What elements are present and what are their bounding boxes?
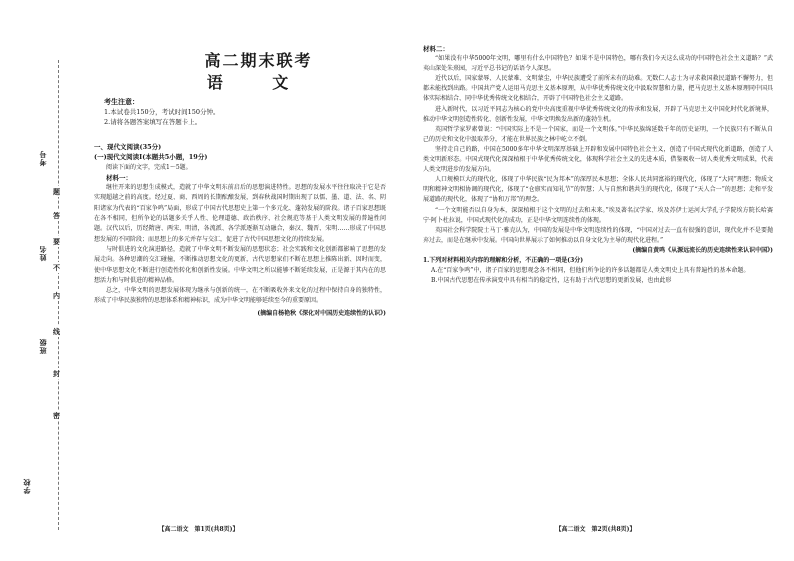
- notice-item: 2.请将各题答案填写在答题卡上。: [104, 118, 202, 126]
- school-label: 学校: [22, 478, 31, 494]
- section-heading: 一、现代文阅读(35分): [94, 143, 162, 151]
- exam-notice: [104, 97, 384, 127]
- paragraph: 坚持走自己的路，中国在5000多年中华文明深厚基础上开辟和发展中国特色社会主义，创造了中国式现代化新道路，创造了人类文明新形态。中国式现代化深深植根于中华优秀传统文化，体现科学社会主义的先进本质，借鉴吸收一切人类优秀文明成果，代表人类文明进步的发展方向。: [423, 145, 773, 174]
- reading-section: [94, 142, 386, 319]
- notice-item: 1.本试卷共150分，考试时间150分钟。: [104, 108, 220, 116]
- paragraph: 与时俱进的文化演进路径，造就了中华文明不断发展的思想状态；社会实践和文化创新都影响了思想的发展走向。各种思潮的交汇碰撞，不断推动思想文化的更新，古代思想家们不断在思想上推陈出新、因时而变，使中华思想文化不断进行创造性转化和创新性发展。中华文明之所以能够不断延续发展，正是源于其内在的思想活力和与时俱进的精神品格。: [94, 245, 386, 284]
- question-option: A.在“百家争鸣”中，诸子百家的思想观念各不相同，但他们所争论的许多话题都是人类文明史上具有普遍性的基本命题。: [431, 267, 750, 275]
- paragraph: 英国社会科学院院士马丁·雅克认为，中国的发展是中华文明连续性的体现，“中国对过去一直有很强的意识，现代化并不是要抛弃过去，而是在继承中发展。中国向世界展示了如何推动以自身文化为主导的现代化进程。”: [423, 226, 773, 244]
- source-citation: (摘编自黄鸣《从源远流长的历史连续性来认识中国》): [632, 246, 773, 254]
- instruction: 阅读下面的文字，完成1～5题。: [106, 163, 192, 171]
- seal-word: 答: [53, 211, 60, 220]
- question: 1.下列对材料相关内容的理解和分析，不正确的一项是(3分): [423, 256, 584, 264]
- subsection-heading: (一)现代文阅读Ⅰ(本题共5小题，19分): [94, 153, 208, 162]
- right-page: [397, 0, 794, 561]
- paragraph: 英国哲学家罗素曾说：“中国实际上不是一个国家，而是一个文明体。”中华民族绵延数千年的历史证明，一个民族只有不断从自己的历史和文化中汲取养分，才能在世界民族之林中屹立不倒。: [423, 125, 773, 143]
- material-label: 材料二：: [423, 45, 449, 53]
- class-label: 班级: [38, 338, 47, 354]
- source-citation: (摘编自杨艳秋《深化对中国历史连续性的认识》): [257, 309, 386, 317]
- page-footer: 【高二语文 第1页(共8页)】: [158, 526, 239, 533]
- material-label: 材料一：: [106, 173, 132, 182]
- seal-word: 题: [53, 187, 60, 196]
- seal-word: 内: [53, 291, 60, 300]
- name-label: 姓名: [38, 245, 47, 261]
- paragraph: 进入新时代，以习近平同志为核心的党中央高度重视中华优秀传统文化的传承和发展，开辟了马克思主义中国化时代化新境界，推动中华文明创造性转化、创新性发展，中华文明焕发出新的蓬勃生机。: [423, 105, 773, 123]
- seal-word: 封: [53, 369, 60, 378]
- seal-word: 线: [53, 327, 60, 336]
- question-option: B.中国古代思想在传承演变中具有相当的稳定性，这有助于古代思想的更新发展，也由此形: [431, 277, 672, 285]
- exam-no-label: 考号: [38, 150, 47, 166]
- seal-word: 密: [53, 411, 60, 420]
- exam-subject: 语 文: [206, 73, 311, 92]
- paragraph: 人口规模巨大的现代化，体现了中华民族“民为邦本”的深厚民本思想；全体人民共同富裕的现代化，体现了“大同”理想；物质文明和精神文明相协调的现代化，体现了“仓廪实而知礼节”的智慧；人与自然和谐共生的现代化，体现了“天人合一”的思想；走和平发展道路的现代化，体现了“协和万邦”的理念。: [423, 176, 773, 204]
- paragraph: “一个文明能否以自身为本，深深植根于这个文明的过去和未来。”埃及著名汉学家、埃及苏伊士运河大学孔子学院埃方院长哈赛宁·阿卜杜拉说，中国式现代化的成功，正是中华文明连续性的体现。: [423, 206, 773, 224]
- notice-heading: 考生注意：: [104, 97, 139, 106]
- exam-title: 高二期末联考: [204, 51, 313, 70]
- paragraph: 继往开来的思想生成模式，造就了中华文明东前启后的思想演进特性。思想的发展水平往往取决于它是否实现超越之前的高度。经过夏、商、西周的长期酝酿发展，到春秋战国时期出现了以儒、墨、道、法、名、阴阳诸家为代表的“百家争鸣”局面，形成了中国古代思想史上第一个多元化、蓬勃发展的阶段。诸子百家思想既在各不相同，但所争论的话题多关乎人性、伦理道德、政治秩序、社会规范等基于人类文明发展的普遍性问题。汉代以后，历经隋唐、两宋、明清，各流派、各学派逐渐互动融合，秦汉、魏晋、宋明……形成了中国思想发展的不同阶段；而思想上的多元并存与交汇，促进了古代中国思想文化的持续发展。: [94, 184, 386, 243]
- page-footer: 【高二语文 第2页(共8页)】: [555, 526, 636, 533]
- reading-section-right: [423, 44, 773, 286]
- seal-word: 不: [53, 263, 60, 272]
- paragraph: 总之，中华文明的思想发展体现为继承与创新的统一，在不断吸收外来文化的过程中保持自身的独特性，形成了中华民族独特的思想体系和精神标识，成为中华文明能够延续至今的重要原因。: [94, 287, 386, 305]
- paragraph: “如果没有中华5000年文明，哪里有什么中国特色？如果不是中国特色，哪有我们今天这么成功的中国特色社会主义道路？”武夷山深处朱熹园，习近平总书记的话语令人深思。: [423, 55, 773, 73]
- paragraph: 近代以后，国家蒙辱、人民蒙难、文明蒙尘，中华民族遭受了前所未有的劫难。无数仁人志士为寻求救国救民道路不懈努力，但都未能找到出路。中国共产党人运用马克思主义基本原理，从中华优秀传统文化中汲取智慧和力量，把马克思主义基本原理同中国具体实际相结合、同中华优秀传统文化相结合，开辟了中国特色社会主义道路。: [423, 75, 773, 103]
- seal-word: 要: [53, 237, 60, 246]
